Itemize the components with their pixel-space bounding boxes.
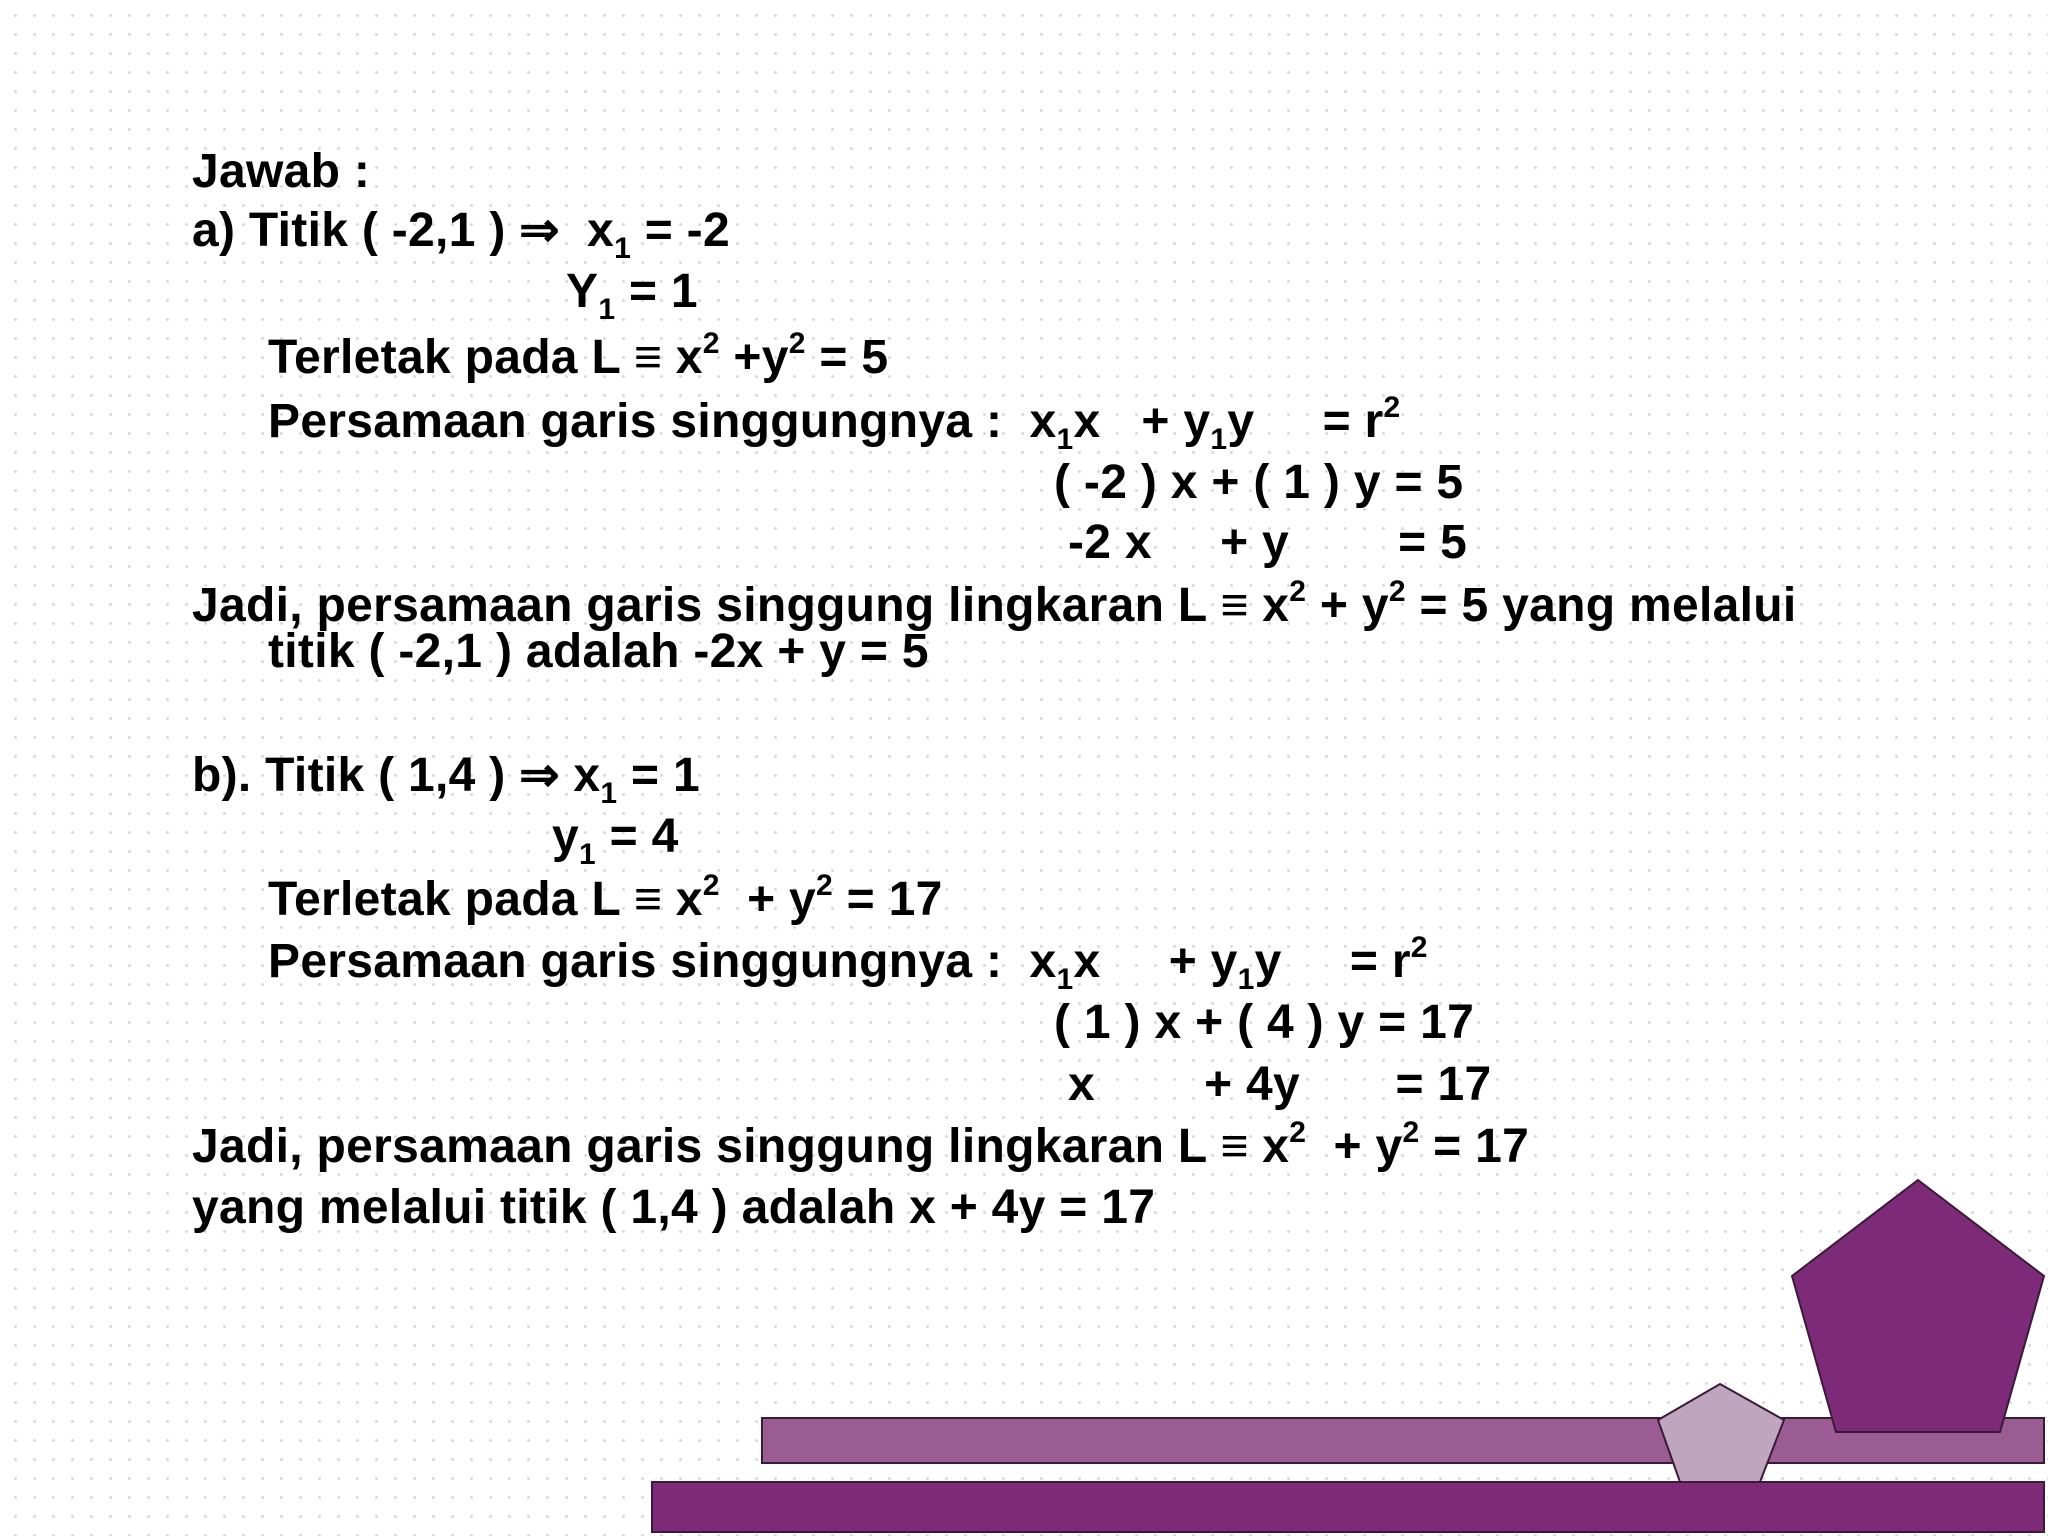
part-b-circle-equation: Terletak pada $L \equiv x^2 + y^2 = 17$ xyxy=(268,869,943,926)
small-pentagon-shape xyxy=(1658,1384,1784,1482)
implies-arrow-icon: ⇒ xyxy=(519,749,560,802)
part-a-circle-equation: Terletak pada $L \equiv x^2 +y^2 = 5$ xyxy=(268,327,889,384)
part-a-conclusion: Jadi, persamaan garis singgung lingkaran $L \equiv x^2 + y^2 = 5$ yang melalui xyxy=(192,575,1797,632)
part-b-point-line: b). Titik ( 1,4 ) ⇒ $x_1 = 1$ xyxy=(192,749,701,810)
implies-arrow-icon: ⇒ xyxy=(519,204,560,257)
part-b-conclusion-continued: yang melalui titik ( 1,4 ) adalah x + 4y = 17 xyxy=(192,1181,1156,1234)
part-a-simplified: -2 x + y = 5 xyxy=(1068,516,1468,569)
part-b-tangent-formula: Persamaan garis singgungnya : $x_1x$ + $y_1y$ = $r^2$ xyxy=(268,931,1428,996)
part-a-y-value: $Y_1 = 1$ xyxy=(566,265,698,326)
large-pentagon-shape xyxy=(1792,1180,2044,1432)
part-b-y-value: $y_1 = 4$ xyxy=(552,810,679,871)
answer-heading: Jawab : xyxy=(192,145,371,198)
part-b-simplified: x + 4y = 17 xyxy=(1068,1058,1492,1111)
lower-decorative-bar xyxy=(652,1482,2044,1532)
part-a-tangent-formula: Persamaan garis singgungnya : $x_1x + y_1y$ = $r^2$ xyxy=(268,391,1401,456)
part-a-point-line: a) Titik ( -2,1 ) ⇒ $x_1 = -2$ xyxy=(192,204,730,265)
part-a-conclusion-continued: titik ( -2,1 ) adalah -2x + y = 5 xyxy=(268,625,929,678)
part-b-substitution: ( 1 ) x + ( 4 ) y = 17 xyxy=(1054,996,1475,1049)
part-b-conclusion: Jadi, persamaan garis singgung lingkaran $L \equiv x^2 + y^2 = 17$ xyxy=(192,1116,1530,1173)
part-a-substitution: ( -2 ) x + ( 1 ) y = 5 xyxy=(1054,456,1464,509)
